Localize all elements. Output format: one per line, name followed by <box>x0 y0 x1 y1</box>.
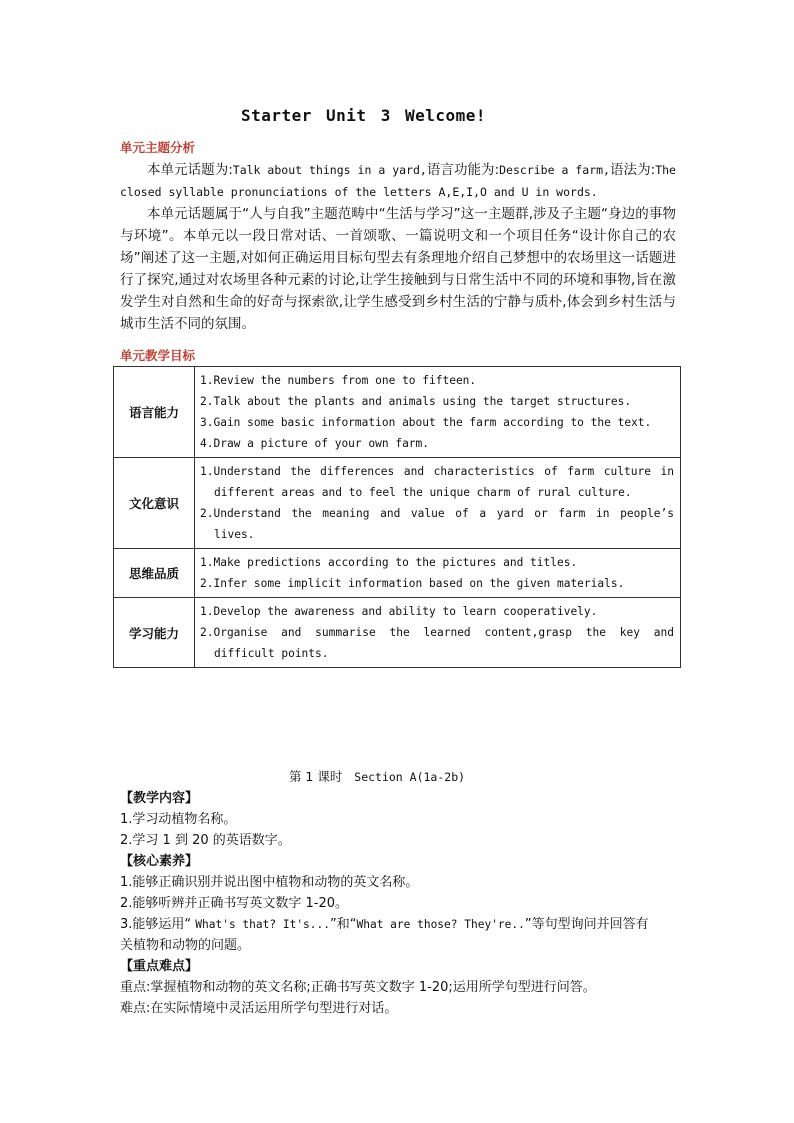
goal-items-cell <box>195 598 681 668</box>
text-segment: 本单元话题为: <box>147 162 233 178</box>
key-point: 重点:掌握植物和动物的英文名称;正确书写英文数字 1-20;运用所学句型进行问答。 <box>120 980 596 995</box>
text-segment: Talk about things in a yard, <box>232 163 427 177</box>
goal-items-cell <box>195 458 681 549</box>
goal-items-cell <box>195 549 681 598</box>
key-heading: 【重点难点】 <box>120 959 199 974</box>
table-row <box>114 367 681 458</box>
text-segment: ”和“ <box>330 917 357 932</box>
text-segment: Describe a farm, <box>499 163 610 177</box>
text-segment: 3.能够运用“ <box>120 917 196 932</box>
unit-theme-paragraph-1 <box>120 159 676 203</box>
table-row <box>114 598 681 668</box>
unit-theme-paragraph-2: 本单元话题属于“人与自我”主题范畴中“生活与学习”这一主题群,涉及子主题“身边的事物与环境”。本单元以一段日常对话、一首颂歌、一篇说明文和一个项目任务“设计你自己的农场”阐述了这一主题,对如何正确运用目标句型去有条理地介绍自己梦想中的农场里这一话题进行了探究,通过对农场里各种元素的讨论,让学生接触到与日常生活中不同的环境和事物,旨在激发学生对自然和生命的好奇与探索欲,让学生感受到乡村生活的宁静与质朴,体会到乡村生活与城市生活不同的氛围。 <box>120 206 676 332</box>
table-row <box>114 458 681 549</box>
category-cell: 学习能力 <box>114 598 195 668</box>
content-item: 1.学习动植物名称。 <box>120 812 237 827</box>
unit-theme-heading: 单元主题分析 <box>120 140 196 155</box>
lesson-body <box>120 788 660 1019</box>
core-item: 1.能够正确识别并说出图中植物和动物的英文名称。 <box>120 875 419 890</box>
goal-item: 2.Infer some implicit information based on the given materials. <box>200 577 625 590</box>
core-item: 2.能够听辨并正确书写英文数字 1-20。 <box>120 896 349 911</box>
text-segment: ”等句型询问并回答有关植物和动物的问题。 <box>120 917 649 953</box>
goal-item: 1.Review the numbers from one to fifteen. <box>200 374 477 387</box>
goal-item: 4.Draw a picture of your own farm. <box>200 437 430 450</box>
goal-item: 3.Gain some basic information about the farm according to the text. <box>200 416 652 429</box>
difficult-point: 难点:在实际情境中灵活运用所学句型进行对话。 <box>120 1001 398 1016</box>
goal-items-cell <box>195 367 681 458</box>
document-title: Starter Unit 3 Welcome! <box>240 106 487 125</box>
goal-item: 1.Make predictions according to the pictures and titles. <box>200 556 578 569</box>
content-item: 2.学习 1 到 20 的英语数字。 <box>120 833 291 848</box>
category-cell: 思维品质 <box>114 549 195 598</box>
goal-item: 1.Understand the differences and characteristics of farm culture in different areas and to feel the unique charm of rural culture. <box>200 465 674 499</box>
table-row <box>114 549 681 598</box>
teaching-goals-table <box>113 366 681 668</box>
goal-item: 2.Talk about the plants and animals using the target structures. <box>200 395 632 408</box>
goal-item: 1.Develop the awareness and ability to learn cooperatively. <box>200 605 598 618</box>
text-segment: 语法为: <box>609 162 656 178</box>
category-cell: 语言能力 <box>114 367 195 458</box>
content-heading: 【教学内容】 <box>120 791 199 806</box>
goal-item: 2.Organise and summarise the learned content,grasp the key and difficult points. <box>200 626 674 660</box>
category-cell: 文化意识 <box>114 458 195 549</box>
lesson-title <box>0 767 754 785</box>
core-item <box>120 914 660 956</box>
lesson-section: Section A(1a-2b) <box>354 770 466 784</box>
text-segment: 语言功能为: <box>426 162 500 178</box>
text-segment: What's that? It's... <box>195 918 330 931</box>
lesson-number: 第 1 课时 <box>288 769 343 784</box>
text-segment: The closed syllable pronunciations of the letters A,E,I,O and U in words. <box>120 163 676 199</box>
goals-heading: 单元教学目标 <box>120 348 196 363</box>
goal-item: 2.Understand the meaning and value of a yard or farm in people’s lives. <box>200 507 674 541</box>
text-segment: What are those? They're.. <box>356 918 525 931</box>
core-heading: 【核心素养】 <box>120 854 199 869</box>
